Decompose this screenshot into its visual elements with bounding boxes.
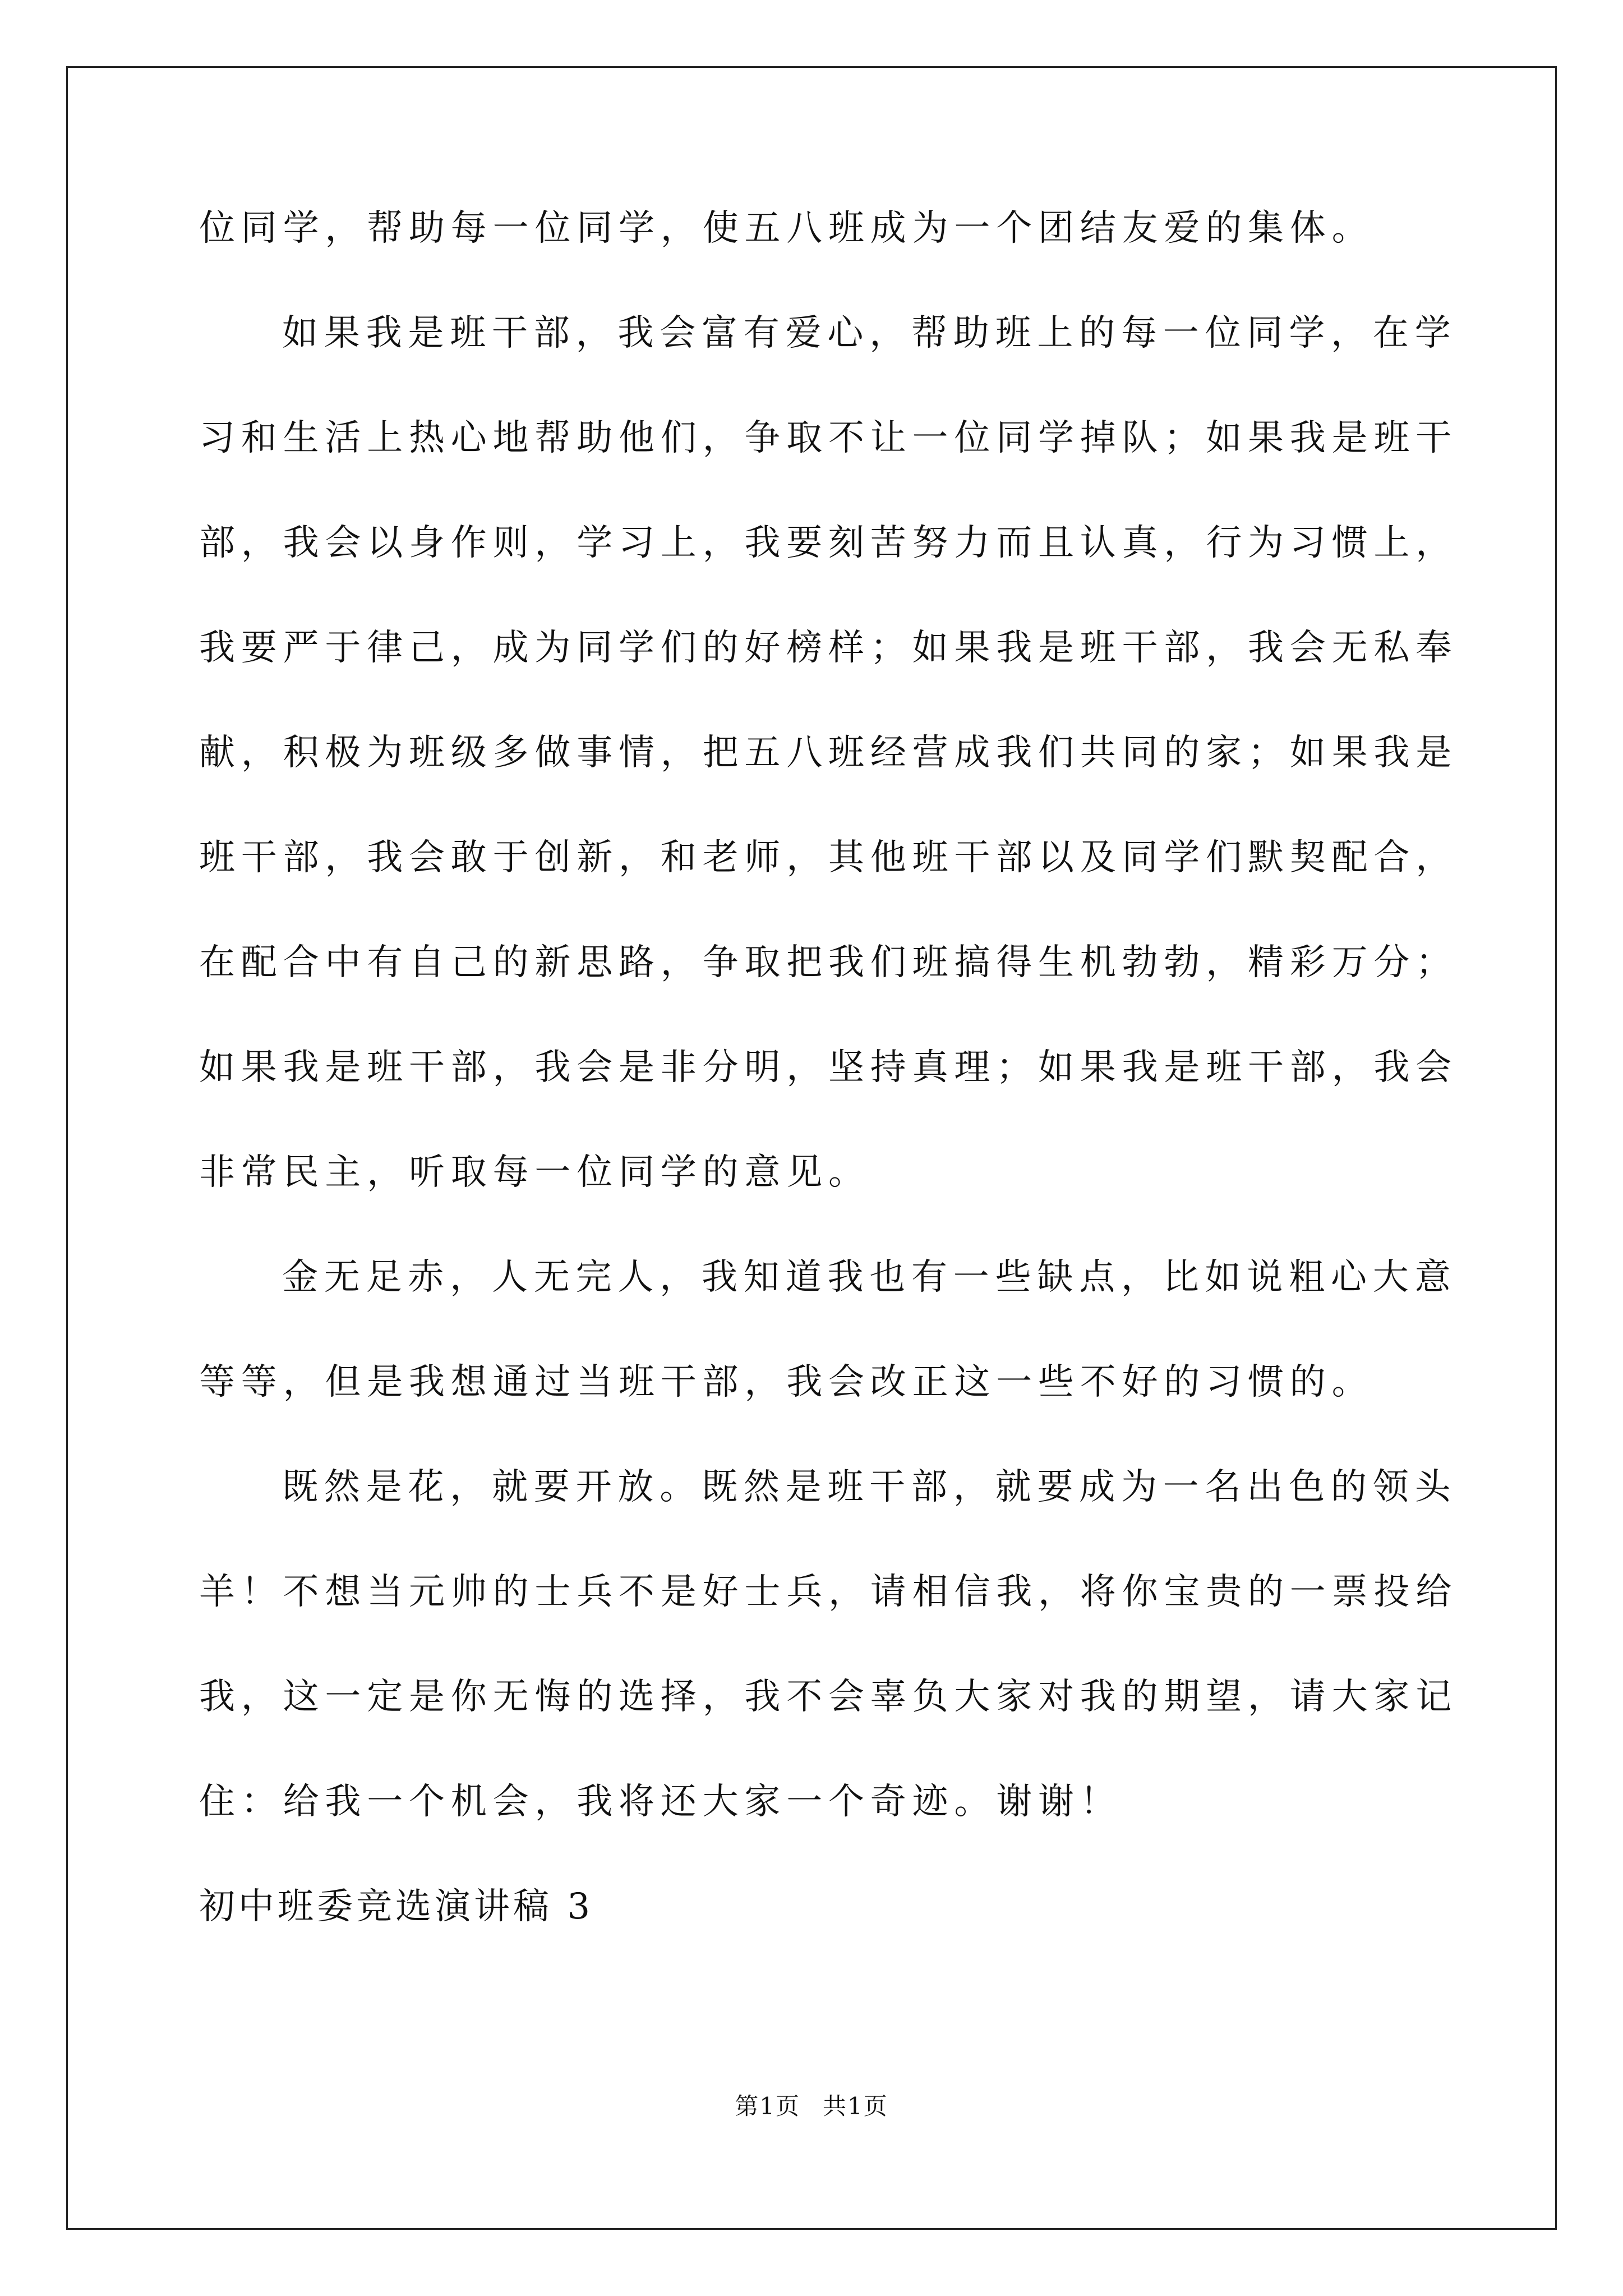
- text-line: 位同学，帮助每一位同学，使五八班成为一个团结友爱的集体。: [199, 208, 1374, 249]
- text-line: 我要严于律己，成为同学们的好榜样；如果我是班干部，我会无私奉: [199, 627, 1458, 669]
- paragraph-start-line: 既然是花，就要开放。既然是班干部，就要成为一名出色的领头: [282, 1466, 1457, 1508]
- text-line: 非常民主，听取每一位同学的意见。: [199, 1152, 870, 1193]
- paragraph-start-line: 如果我是班干部，我会富有爱心，帮助班上的每一位同学，在学: [282, 312, 1457, 354]
- document-body: [199, 208, 1458, 1927]
- paragraph-start-line: 金无足赤，人无完人，我知道我也有一些缺点，比如说粗心大意: [282, 1257, 1457, 1298]
- text-line: 等等，但是我想通过当班干部，我会改正这一些不好的习惯的。: [199, 1361, 1374, 1403]
- page-number: 第1页: [735, 2092, 800, 2120]
- text-line: 在配合中有自己的新思路，争取把我们班搞得生机勃勃，精彩万分；: [199, 942, 1458, 983]
- page-total: 共1页: [823, 2092, 888, 2120]
- text-line: 我，这一定是你无悔的选择，我不会辜负大家对我的期望，请大家记: [199, 1676, 1458, 1718]
- text-line: 班干部，我会敢于创新，和老师，其他班干部以及同学们默契配合，: [199, 837, 1458, 878]
- text-line: 住：给我一个机会，我将还大家一个奇迹。谢谢！: [199, 1781, 1122, 1823]
- page-footer: [0, 2092, 1623, 2120]
- text-line: 献，积极为班级多做事情，把五八班经营成我们共同的家；如果我是: [199, 732, 1458, 774]
- section-heading: 初中班委竞选演讲稿 3: [199, 1886, 594, 1927]
- text-line: 如果我是班干部，我会是非分明，坚持真理；如果我是班干部，我会: [199, 1047, 1458, 1088]
- text-line: 习和生活上热心地帮助他们，争取不让一位同学掉队；如果我是班干: [199, 417, 1458, 459]
- text-line: 部，我会以身作则，学习上，我要刻苦努力而且认真，行为习惯上，: [199, 522, 1458, 564]
- text-line: 羊！不想当元帅的士兵不是好士兵，请相信我，将你宝贵的一票投给: [199, 1571, 1458, 1613]
